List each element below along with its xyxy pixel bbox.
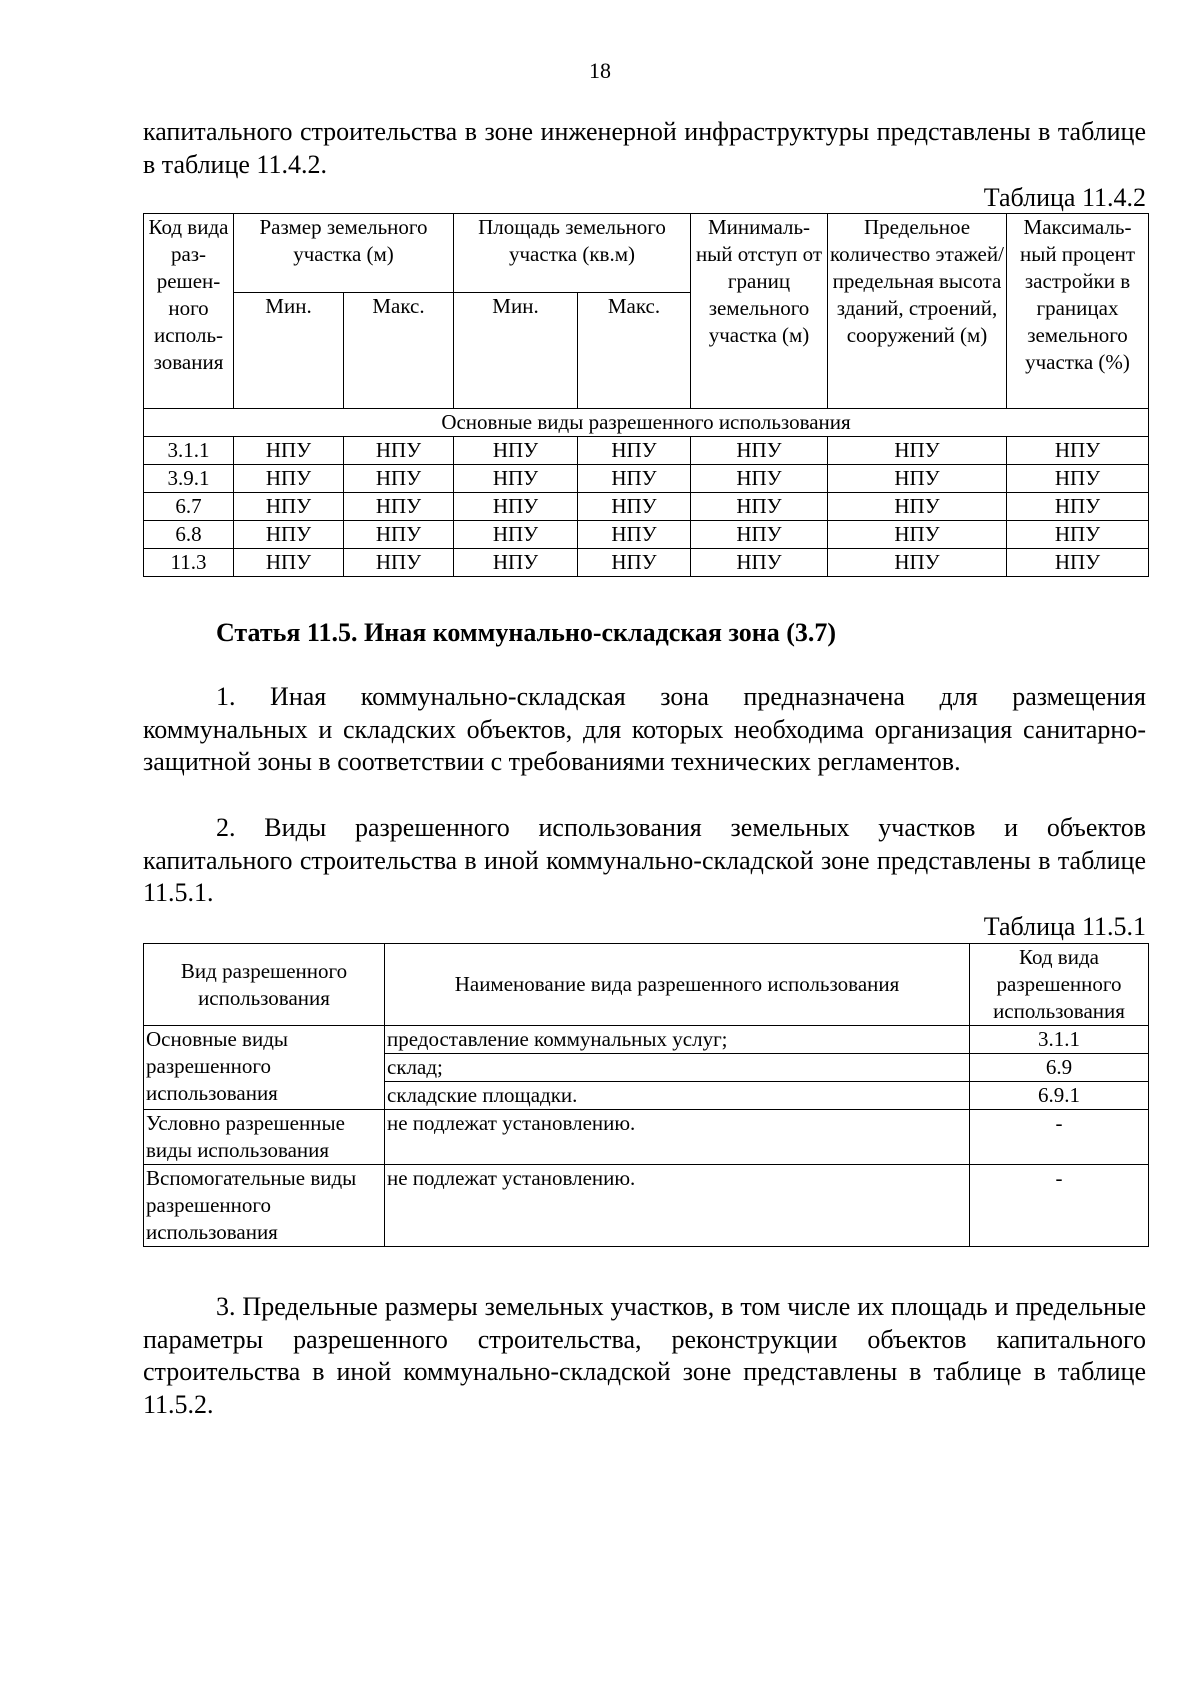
- cell-value: НПУ: [234, 521, 344, 549]
- cell-value: НПУ: [344, 465, 454, 493]
- cell-value: НПУ: [828, 493, 1007, 521]
- cell-value: НПУ: [691, 549, 828, 577]
- cell-value: НПУ: [344, 521, 454, 549]
- use-name: не подлежат установлению.: [385, 1165, 970, 1247]
- cell-value: НПУ: [828, 465, 1007, 493]
- use-code: -: [970, 1165, 1149, 1247]
- header-size-max: Макс.: [344, 293, 454, 409]
- row-label-main: Основные виды разрешенного использования: [144, 1026, 385, 1110]
- cell-value: НПУ: [454, 521, 578, 549]
- table-row: [144, 1165, 1149, 1247]
- cell-value: НПУ: [1007, 521, 1149, 549]
- use-name: склад;: [385, 1054, 970, 1082]
- cell-value: НПУ: [1007, 465, 1149, 493]
- header-area: Площадь земельного участка (кв.м): [454, 214, 691, 293]
- cell-value: НПУ: [234, 437, 344, 465]
- table-row: [144, 1026, 1149, 1054]
- cell-value: НПУ: [691, 493, 828, 521]
- header-code: Код вида раз-решен-ного исполь-зования: [144, 214, 234, 409]
- use-code: -: [970, 1110, 1149, 1165]
- cell-value: НПУ: [454, 493, 578, 521]
- use-name: предоставление коммунальных услуг;: [385, 1026, 970, 1054]
- use-code: 3.1.1: [970, 1026, 1149, 1054]
- header-kind: Вид разрешенного использования: [144, 944, 385, 1026]
- cell-value: НПУ: [344, 549, 454, 577]
- paragraph-3: 3. Предельные размеры земельных участков, в том числе их площадь и предельные параметры разрешенного строительства, реконструкции объектов капитального строительства в иной коммунально-складской зоне представлены в таблице в таблице 11.5.2.: [143, 1292, 1146, 1419]
- table-row: [144, 521, 1149, 549]
- row-label-auxiliary: Вспомогательные виды разрешенного использования: [144, 1165, 385, 1247]
- header-floors: Предельное количество этажей/ предельная высота зданий, строений, сооружений (м): [828, 214, 1007, 409]
- header-percent: Максималь-ный процент застройки в границах земельного участка (%): [1007, 214, 1149, 409]
- cell-value: НПУ: [344, 437, 454, 465]
- use-name: не подлежат установлению.: [385, 1110, 970, 1165]
- cell-code: 6.8: [144, 521, 234, 549]
- cell-value: НПУ: [234, 465, 344, 493]
- cell-code: 6.7: [144, 493, 234, 521]
- cell-value: НПУ: [578, 437, 691, 465]
- cell-value: НПУ: [578, 521, 691, 549]
- cell-value: НПУ: [828, 549, 1007, 577]
- cell-code: 11.3: [144, 549, 234, 577]
- cell-value: НПУ: [234, 549, 344, 577]
- paragraph-1: 1. Иная коммунально-складская зона предназначена для размещения коммунальных и складских объектов, для которых необходима организация санитарно-защитной зоны в соответствии с требованиями технических регламентов.: [143, 682, 1146, 776]
- header-size-min: Мин.: [234, 293, 344, 409]
- cell-value: НПУ: [578, 465, 691, 493]
- cell-code: 3.9.1: [144, 465, 234, 493]
- cell-value: НПУ: [454, 549, 578, 577]
- cell-value: НПУ: [454, 465, 578, 493]
- cell-value: НПУ: [828, 521, 1007, 549]
- use-code: 6.9.1: [970, 1082, 1149, 1110]
- table-row: [144, 493, 1149, 521]
- header-size: Размер земельного участка (м): [234, 214, 454, 293]
- table-row: [144, 549, 1149, 577]
- use-code: 6.9: [970, 1054, 1149, 1082]
- cell-value: НПУ: [578, 493, 691, 521]
- header-area-min: Мин.: [454, 293, 578, 409]
- paragraph-2: 2. Виды разрешенного использования земельных участков и объектов капитального строительства в иной коммунально-складской зоне представлены в таблице 11.5.1.: [143, 813, 1146, 907]
- cell-value: НПУ: [234, 493, 344, 521]
- table-11-4-2-caption: Таблица 11.4.2: [983, 183, 1146, 212]
- table-row: [144, 437, 1149, 465]
- cell-value: НПУ: [691, 521, 828, 549]
- use-name: складские площадки.: [385, 1082, 970, 1110]
- cell-value: НПУ: [691, 465, 828, 493]
- table-row: [144, 465, 1149, 493]
- cell-value: НПУ: [454, 437, 578, 465]
- header-area-max: Макс.: [578, 293, 691, 409]
- header-code: Код вида разрешенного использования: [970, 944, 1149, 1026]
- page-number: 18: [589, 58, 611, 83]
- row-label-conditional: Условно разрешенные виды использования: [144, 1110, 385, 1165]
- table-11-5-1: [143, 943, 1149, 1247]
- cell-value: НПУ: [1007, 493, 1149, 521]
- intro-paragraph: капитального строительства в зоне инженерной инфраструктуры представлены в таблице в таблице 11.4.2.: [143, 117, 1146, 179]
- table-11-4-2: [143, 213, 1149, 577]
- header-name: Наименование вида разрешенного использования: [385, 944, 970, 1026]
- cell-value: НПУ: [691, 437, 828, 465]
- cell-value: НПУ: [1007, 549, 1149, 577]
- article-heading: Статья 11.5. Иная коммунально-складская зона (3.7): [216, 618, 837, 647]
- cell-value: НПУ: [828, 437, 1007, 465]
- section-row-main-uses: Основные виды разрешенного использования: [144, 409, 1149, 437]
- header-indent: Минималь-ный отступ от границ земельного участка (м): [691, 214, 828, 409]
- table-11-5-1-caption: Таблица 11.5.1: [983, 912, 1146, 941]
- cell-value: НПУ: [578, 549, 691, 577]
- cell-code: 3.1.1: [144, 437, 234, 465]
- table-row: [144, 1110, 1149, 1165]
- cell-value: НПУ: [1007, 437, 1149, 465]
- cell-value: НПУ: [344, 493, 454, 521]
